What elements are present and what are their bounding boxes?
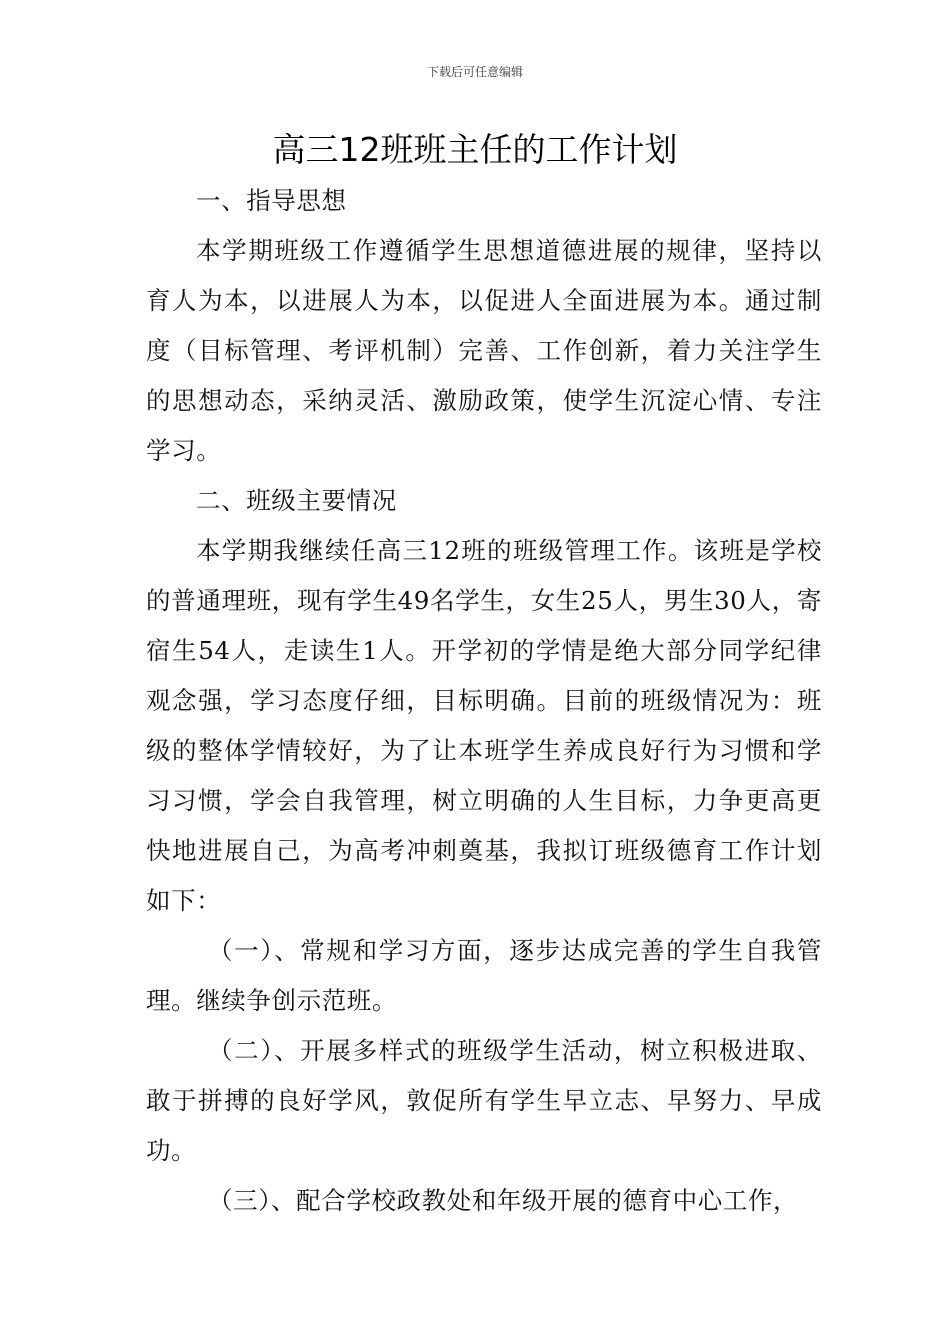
document-body <box>146 176 822 1226</box>
plan-item-2: （二）、开展多样式的班级学生活动，树立积极进取、敢于拼搏的良好学风，敦促所有学生早立志、早努力、早成功。 <box>146 1036 822 1165</box>
section-heading-class-situation: 二、班级主要情况 <box>196 486 397 515</box>
plan-item-1: （一）、常规和学习方面，逐步达成完善的学生自我管理。继续争创示范班。 <box>146 936 822 1015</box>
paragraph-guiding-ideology: 本学期班级工作遵循学生思想道德进展的规律，坚持以育人为本，以进展人为本，以促进人全面进展为本。通过制度（目标管理、考评机制）完善、工作创新，着力关注学生的思想动态，采纳灵活、激励政策，使学生沉淀心情、专注学习。 <box>146 236 822 465</box>
download-note: 下载后可任意编辑 <box>426 65 523 79</box>
document-title: 高三12班班主任的工作计划 <box>272 130 678 169</box>
section-heading-guiding-ideology: 一、指导思想 <box>196 186 347 215</box>
plan-item-3: （三）、配合学校政教处和年级开展的德育中心工作， <box>208 1186 799 1215</box>
paragraph-class-situation: 本学期我继续任高三12班的班级管理工作。该班是学校的普通理班，现有学生49名学生，女生25人，男生30人，寄宿生54人，走读生1人。开学初的学情是绝大部分同学纪律观念强，学习态度仔细，目标明确。目前的班级情况为：班级的整体学情较好，为了让本班学生养成良好行为习惯和学习习惯，学会自我管理，树立明确的人生目标，力争更高更快地进展自己，为高考冲刺奠基，我拟订班级德育工作计划如下： <box>146 536 822 915</box>
